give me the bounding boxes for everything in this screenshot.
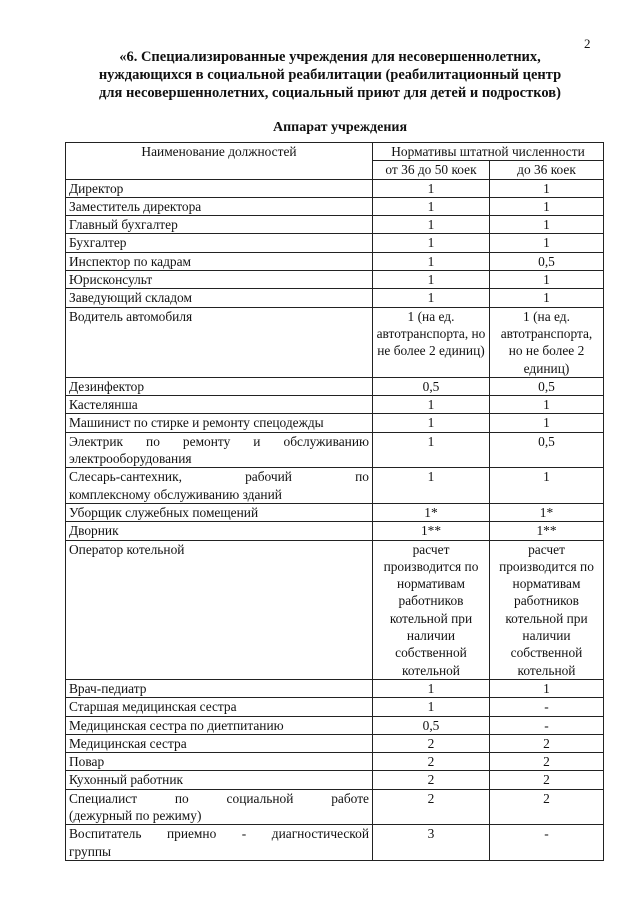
norm-up-to-36-cell: 1 (на ед. автотранспорта, но не более 2 единиц): [490, 307, 604, 377]
position-name-cell: Медицинская сестра: [66, 734, 373, 752]
page-number: 2: [584, 36, 591, 51]
table-row: [66, 197, 604, 215]
norm-up-to-36-cell: расчет производится по нормативам работников котельной при наличии собственной котельной: [490, 540, 604, 679]
norm-up-to-36-cell: -: [490, 716, 604, 734]
norm-36-50-cell: расчет производится по нормативам работников котельной при наличии собственной котельной: [373, 540, 490, 679]
position-name-cell: Бухгалтер: [66, 234, 373, 252]
heading-line: нуждающихся в социальной реабилитации (реабилитационный центр: [98, 67, 562, 83]
position-name-cell: Директор: [66, 179, 373, 197]
table-row: [66, 753, 604, 771]
position-name-line: Специалист по социальной работе: [69, 790, 369, 806]
header-up-to-36-beds: до 36 коек: [490, 161, 604, 179]
table-row: [66, 234, 604, 252]
position-name-line: электрооборудования: [69, 451, 192, 467]
table-row: [66, 307, 604, 377]
norm-up-to-36-cell: 1: [490, 679, 604, 697]
norm-36-50-cell: 1 (на ед. автотранспорта, но не более 2 единиц): [373, 307, 490, 377]
norm-up-to-36-cell: 2: [490, 734, 604, 752]
norm-36-50-cell: 1: [373, 468, 490, 504]
position-name-cell: Дезинфектор: [66, 377, 373, 395]
table-row: [66, 540, 604, 679]
norm-36-50-cell: 2: [373, 789, 490, 825]
table-row: [66, 216, 604, 234]
norm-up-to-36-cell: 0,5: [490, 252, 604, 270]
heading-line: «6. Специализированные учреждения для несовершеннолетних,: [119, 49, 541, 65]
norm-up-to-36-cell: 0,5: [490, 377, 604, 395]
position-name-cell: Инспектор по кадрам: [66, 252, 373, 270]
position-name-cell: Главный бухгалтер: [66, 216, 373, 234]
position-name-cell: Заместитель директора: [66, 197, 373, 215]
norm-36-50-cell: 1: [373, 698, 490, 716]
table-row: [66, 522, 604, 540]
norm-36-50-cell: 1: [373, 252, 490, 270]
table-row: [66, 789, 604, 825]
norm-up-to-36-cell: 2: [490, 771, 604, 789]
table-row: [66, 271, 604, 289]
norm-up-to-36-cell: 1: [490, 179, 604, 197]
position-name-line: комплексному обслуживанию зданий: [69, 486, 282, 502]
norm-up-to-36-cell: 1: [490, 414, 604, 432]
section-heading: [60, 48, 600, 102]
position-name-cell: Заведующий складом: [66, 289, 373, 307]
norm-up-to-36-cell: 1: [490, 234, 604, 252]
norm-36-50-cell: 1: [373, 432, 490, 468]
norm-36-50-cell: 1*: [373, 503, 490, 521]
table-row: [66, 734, 604, 752]
position-name-cell: Врач-педиатр: [66, 679, 373, 697]
position-name-cell: [66, 825, 373, 861]
norm-36-50-cell: 3: [373, 825, 490, 861]
norm-up-to-36-cell: 1: [490, 197, 604, 215]
table-row: [66, 432, 604, 468]
norm-36-50-cell: 2: [373, 753, 490, 771]
position-name-cell: [66, 468, 373, 504]
table-row: [66, 377, 604, 395]
norm-up-to-36-cell: 1: [490, 289, 604, 307]
norm-36-50-cell: 1: [373, 289, 490, 307]
position-name-line: Воспитатель приемно - диагностической: [69, 826, 369, 842]
norm-36-50-cell: 1: [373, 396, 490, 414]
norm-up-to-36-cell: 2: [490, 753, 604, 771]
position-name-cell: Машинист по стирке и ремонту спецодежды: [66, 414, 373, 432]
table-title: Аппарат учреждения: [272, 120, 408, 135]
position-name-line: группы: [69, 843, 112, 859]
norm-36-50-cell: 1: [373, 216, 490, 234]
norm-36-50-cell: 0,5: [373, 377, 490, 395]
norm-36-50-cell: 2: [373, 771, 490, 789]
norm-up-to-36-cell: 1**: [490, 522, 604, 540]
norm-36-50-cell: 1: [373, 679, 490, 697]
norm-36-50-cell: 1: [373, 234, 490, 252]
header-position-name: Наименование должностей: [66, 143, 373, 180]
norm-up-to-36-cell: 1: [490, 468, 604, 504]
table-row: [66, 771, 604, 789]
position-name-cell: [66, 789, 373, 825]
position-name-cell: Уборщик служебных помещений: [66, 503, 373, 521]
table-row: [66, 698, 604, 716]
header-staffing-norms: Нормативы штатной численности: [373, 143, 604, 161]
header-36-50-beds: от 36 до 50 коек: [373, 161, 490, 179]
position-name-cell: Медицинская сестра по диетпитанию: [66, 716, 373, 734]
norm-up-to-36-cell: 0,5: [490, 432, 604, 468]
position-name-cell: Старшая медицинская сестра: [66, 698, 373, 716]
table-row: [66, 679, 604, 697]
table-row: [66, 396, 604, 414]
position-name-cell: Юрисконсульт: [66, 271, 373, 289]
norm-up-to-36-cell: 1*: [490, 503, 604, 521]
table-row: [66, 179, 604, 197]
norm-up-to-36-cell: 1: [490, 216, 604, 234]
position-name-line: Слесарь-сантехник, рабочий по: [69, 469, 369, 485]
position-name-cell: Дворник: [66, 522, 373, 540]
table-row: [66, 289, 604, 307]
position-name-cell: [66, 432, 373, 468]
position-name-cell: Водитель автомобиля: [66, 307, 373, 377]
norm-36-50-cell: 2: [373, 734, 490, 752]
norm-36-50-cell: 1: [373, 271, 490, 289]
position-name-cell: Кухонный работник: [66, 771, 373, 789]
position-name-line: (дежурный по режиму): [69, 807, 202, 823]
table-row: [66, 716, 604, 734]
position-name-cell: Кастелянша: [66, 396, 373, 414]
table-row: [66, 252, 604, 270]
norm-up-to-36-cell: 1: [490, 271, 604, 289]
heading-line: для несовершеннолетних, социальный приют для детей и подростков): [99, 85, 561, 101]
position-name-line: Электрик по ремонту и обслуживанию: [69, 433, 369, 449]
norm-up-to-36-cell: -: [490, 698, 604, 716]
norm-up-to-36-cell: 1: [490, 396, 604, 414]
norm-36-50-cell: 1**: [373, 522, 490, 540]
position-name-cell: Оператор котельной: [66, 540, 373, 679]
table-row: [66, 825, 604, 861]
staffing-table: [65, 142, 604, 861]
table-row: [66, 503, 604, 521]
position-name-cell: Повар: [66, 753, 373, 771]
norm-36-50-cell: 1: [373, 179, 490, 197]
norm-up-to-36-cell: -: [490, 825, 604, 861]
norm-36-50-cell: 0,5: [373, 716, 490, 734]
table-row: [66, 468, 604, 504]
table-row: [66, 414, 604, 432]
norm-36-50-cell: 1: [373, 197, 490, 215]
norm-up-to-36-cell: 2: [490, 789, 604, 825]
norm-36-50-cell: 1: [373, 414, 490, 432]
